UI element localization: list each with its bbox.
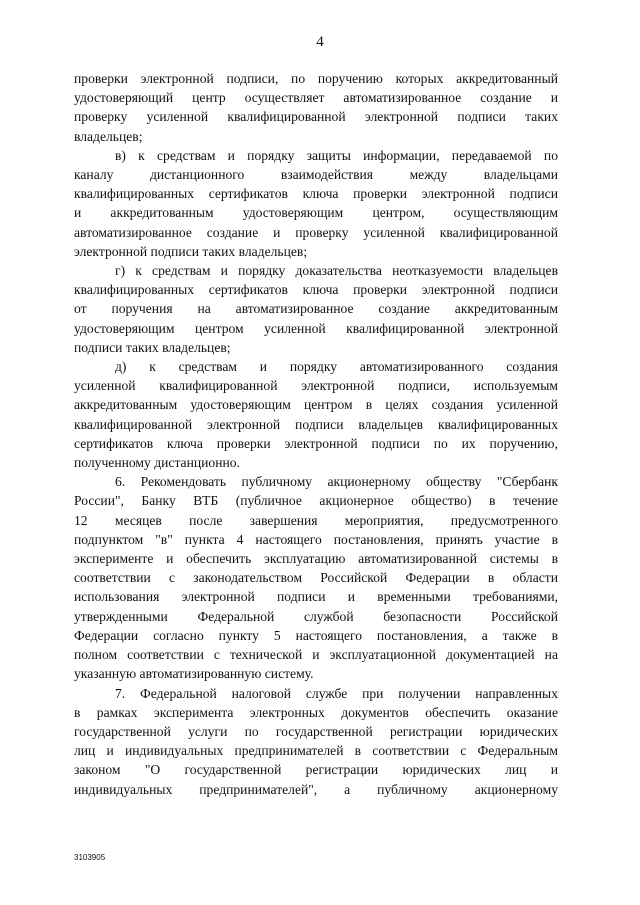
text-line: и аккредитованным удостоверяющим центром, осуществляющим bbox=[74, 205, 558, 221]
document-code: 3103905 bbox=[74, 853, 106, 862]
text-line: удостоверяющим центром усиленной квалифицированной электронной bbox=[74, 320, 558, 336]
text-line: квалифицированной электронной подписи владельцев квалифицированных bbox=[74, 416, 558, 432]
text-line: от поручения на автоматизированное создание аккредитованным bbox=[74, 301, 558, 317]
text-line: проверку усиленной квалифицированной электронной подписи таких bbox=[74, 109, 558, 125]
text-line: подписи таких владельцев; bbox=[74, 339, 231, 355]
text-line: квалифицированных сертификатов ключа проверки электронной подписи bbox=[74, 186, 558, 202]
text-line: удостоверяющий центр осуществляет автоматизированное создание и bbox=[74, 90, 558, 106]
paragraph-item-d bbox=[74, 357, 558, 472]
text-line: д) к средствам и порядку автоматизированного создания bbox=[115, 359, 558, 375]
text-line: 6. Рекомендовать публичному акционерному обществу "Сбербанк bbox=[115, 474, 558, 490]
text-line: эксперименте и обеспечить эксплуатацию автоматизированной системы в bbox=[74, 551, 558, 567]
text-line: автоматизированное создание и проверку усиленной квалифицированной bbox=[74, 224, 558, 240]
text-line: индивидуальных предпринимателей", а публичному акционерному bbox=[74, 781, 558, 797]
text-line: законом "О государственной регистрации юридических лиц и bbox=[74, 762, 558, 778]
text-line: электронной подписи таких владельцев; bbox=[74, 243, 308, 259]
paragraph-continuation bbox=[74, 69, 558, 146]
paragraph-point-6 bbox=[74, 472, 558, 683]
text-line: полученному дистанционно. bbox=[74, 455, 240, 471]
text-line: квалифицированных сертификатов ключа проверки электронной подписи bbox=[74, 282, 558, 298]
text-line: лиц и индивидуальных предпринимателей в соответствии с Федеральным bbox=[74, 743, 558, 759]
text-line: проверки электронной подписи, по поручению которых аккредитованный bbox=[74, 71, 558, 86]
text-line: государственной услуги по государственной регистрации юридических bbox=[74, 723, 558, 739]
text-line: полном соответствии с технической и эксплуатационной документацией на bbox=[74, 647, 558, 663]
text-line: Федерации согласно пункту 5 настоящего постановления, а также в bbox=[74, 627, 558, 643]
text-line: указанную автоматизированную систему. bbox=[74, 666, 314, 682]
paragraph-item-v bbox=[74, 146, 558, 261]
text-line: г) к средствам и порядку доказательства неотказуемости владельцев bbox=[115, 263, 558, 279]
text-line: усиленной квалифицированной электронной подписи, используемым bbox=[74, 378, 558, 394]
text-line: сертификатов ключа проверки электронной подписи по их поручению, bbox=[74, 435, 558, 451]
text-line: соответствии с законодательством Российской Федерации в области bbox=[74, 570, 558, 586]
text-line: утвержденными Федеральной службой безопасности Российской bbox=[74, 608, 558, 624]
text-line: в) к средствам и порядку защиты информации, передаваемой по bbox=[115, 147, 558, 163]
text-line: 12 месяцев после завершения мероприятия, предусмотренного bbox=[74, 512, 558, 528]
text-line: 7. Федеральной налоговой службе при получении направленных bbox=[115, 685, 558, 701]
paragraph-item-g bbox=[74, 261, 558, 357]
text-line: владельцев; bbox=[74, 128, 143, 144]
text-line: аккредитованным удостоверяющим центром в целях создания усиленной bbox=[74, 397, 558, 413]
text-line: использования электронной подписи и временными требованиями, bbox=[74, 589, 558, 605]
document-body bbox=[74, 69, 558, 799]
paragraph-point-7 bbox=[74, 684, 558, 799]
text-line: каналу дистанционного взаимодействия между владельцами bbox=[74, 167, 558, 183]
text-line: подпунктом "в" пункта 4 настоящего постановления, принять участие в bbox=[74, 531, 558, 547]
page-number: 4 bbox=[316, 34, 324, 50]
text-line: в рамках эксперимента электронных документов обеспечить оказание bbox=[74, 704, 558, 720]
text-line: России", Банку ВТБ (публичное акционерное общество) в течение bbox=[74, 493, 558, 509]
